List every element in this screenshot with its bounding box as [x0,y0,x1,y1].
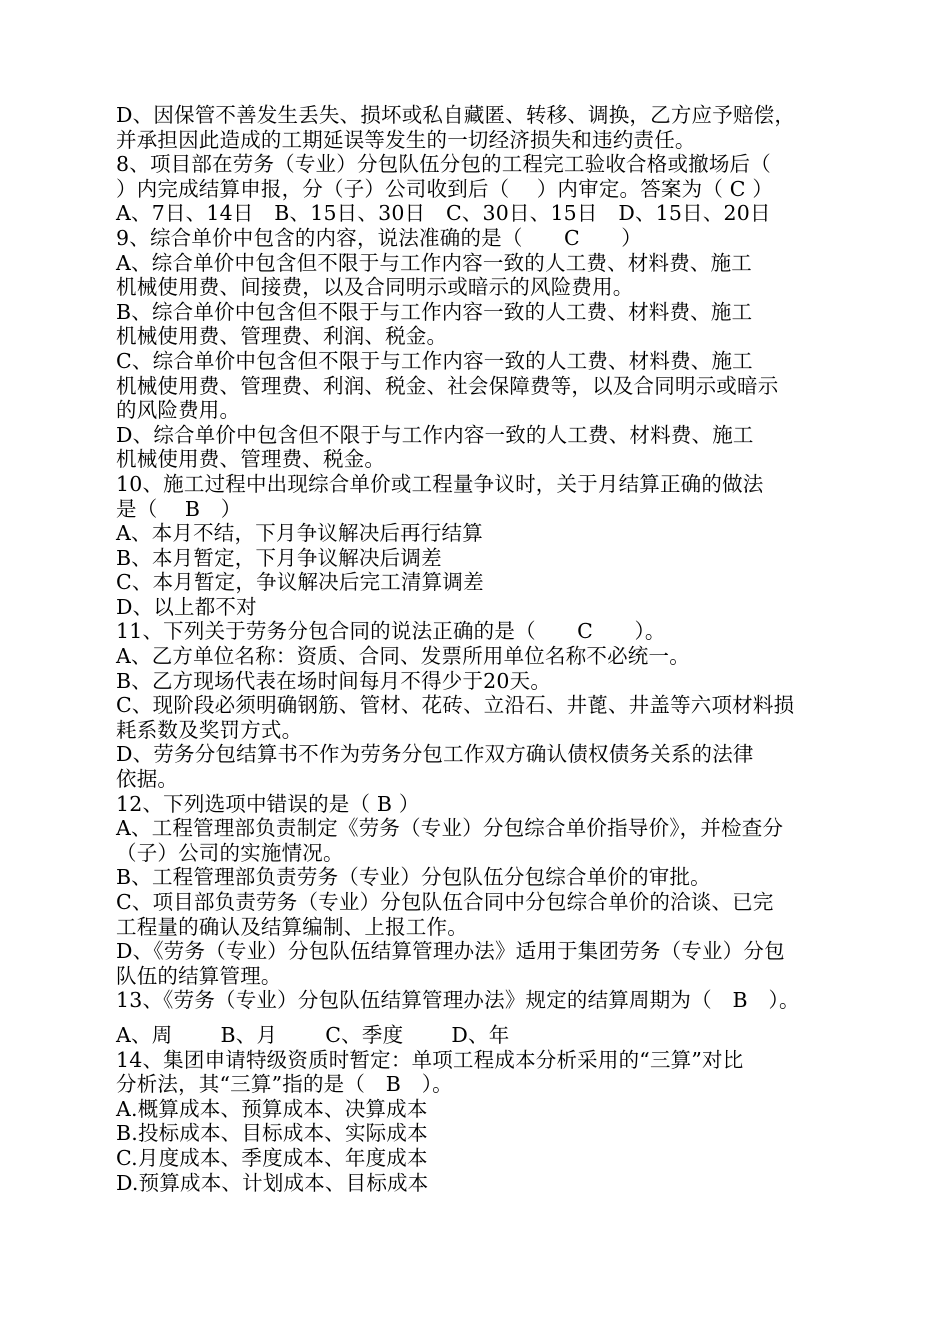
option-b-line: B、综合单价中包含但不限于与工作内容一致的人工费、材料费、施工 [116,299,753,324]
text-line: 是（ B ） [116,496,242,521]
option-b-line: B.投标成本、目标成本、实际成本 [116,1121,428,1146]
option-b-line: B、本月暂定，下月争议解决后调差 [116,545,442,570]
text-line: 机械使用费、管理费、税金。 [116,447,386,472]
option-c-line: C、现阶段必须明确钢筋、管材、花砖、立沿石、井蓖、井盖等六项材料损 [116,693,795,718]
option-a-line: A、工程管理部负责制定《劳务（专业）分包综合单价指导价》，并检查分 [116,816,784,841]
option-a-line: A、本月不结，下月争议解决后再行结算 [116,521,483,546]
document-body [116,103,838,1195]
option-a-line: A.概算成本、预算成本、决算成本 [116,1096,428,1121]
text-line: 机械使用费、管理费、利润、税金、社会保障费等，以及合同明示或暗示 [116,373,779,398]
question-14-line: 14、集团申请特级资质时暂定：单项工程成本分析采用的“三算”对比 [116,1047,744,1072]
option-d-line: D、《劳务（专业）分包队伍结算管理办法》适用于集团劳务（专业）分包 [116,939,785,964]
text-line: 队伍的结算管理。 [116,963,282,988]
option-c-line: C、综合单价中包含但不限于与工作内容一致的人工费、材料费、施工 [116,348,753,373]
option-d-line: D、以上都不对 [116,594,257,619]
question-12-line: 12、下列选项中错误的是（ B ） [116,791,420,816]
text-line: D、因保管不善发生丢失、损坏或私自藏匿、转移、调换，乙方应予赔偿， [116,103,796,127]
question-10-line: 10、施工过程中出现综合单价或工程量争议时，关于月结算正确的做法 [116,471,764,496]
option-b-line: B、工程管理部负责劳务（专业）分包队伍分包综合单价的审批。 [116,865,711,890]
text-line: 机械使用费、管理费、利润、税金。 [116,324,448,349]
option-d-line: D.预算成本、计划成本、目标成本 [116,1170,429,1195]
option-a-line: A、乙方单位名称：资质、合同、发票所用单位名称不必统一。 [116,644,690,669]
options-line: A、周 B、月 C、季度 D、年 [116,1022,510,1047]
option-b-line: B、乙方现场代表在场时间每月不得少于20天。 [116,668,552,693]
text-line: （子）公司的实施情况。 [116,840,344,865]
option-c-line: C、项目部负责劳务（专业）分包队伍合同中分包综合单价的洽谈、已完 [116,890,774,914]
question-13-line: 13、《劳务（专业）分包队伍结算管理办法》规定的结算周期为（ B ）。 [116,988,800,1013]
option-a-line: A、综合单价中包含但不限于与工作内容一致的人工费、材料费、施工 [116,250,753,275]
text-line: 的风险费用。 [116,398,241,423]
options-line: A、7日、14日 B、15日、30日 C、30日、15日 D、15日、20日 [116,201,771,226]
text-line: 并承担因此造成的工期延误等发生的一切经济损失和违约责任。 [116,127,696,152]
text-line: 分析法，其“三算”指的是（ B ）。 [116,1072,453,1097]
option-d-line: D、综合单价中包含但不限于与工作内容一致的人工费、材料费、施工 [116,422,754,447]
option-c-line: C.月度成本、季度成本、年度成本 [116,1145,428,1170]
option-d-line: D、劳务分包结算书不作为劳务分包工作双方确认债权债务关系的法律 [116,742,754,767]
text-line: ）内完成结算申报，分（子）公司收到后（ ）内审定。答案为（ C ） [116,176,774,201]
question-11-line: 11、下列关于劳务分包合同的说法正确的是（ C ）。 [116,619,666,644]
text-line: 依据。 [116,767,179,792]
option-c-line: C、本月暂定，争议解决后完工清算调差 [116,570,484,595]
text-line: 机械使用费、间接费，以及合同明示或暗示的风险费用。 [116,275,634,300]
paragraph-gap [116,1013,838,1023]
question-8-line: 8、项目部在劳务（专业）分包队伍分包的工程完工验收合格或撤场后（ [116,152,771,177]
question-9-line: 9、综合单价中包含的内容，说法准确的是（ C ） [116,225,642,250]
text-line: 工程量的确认及结算编制、上报工作。 [116,914,468,939]
text-line: 耗系数及奖罚方式。 [116,717,303,742]
